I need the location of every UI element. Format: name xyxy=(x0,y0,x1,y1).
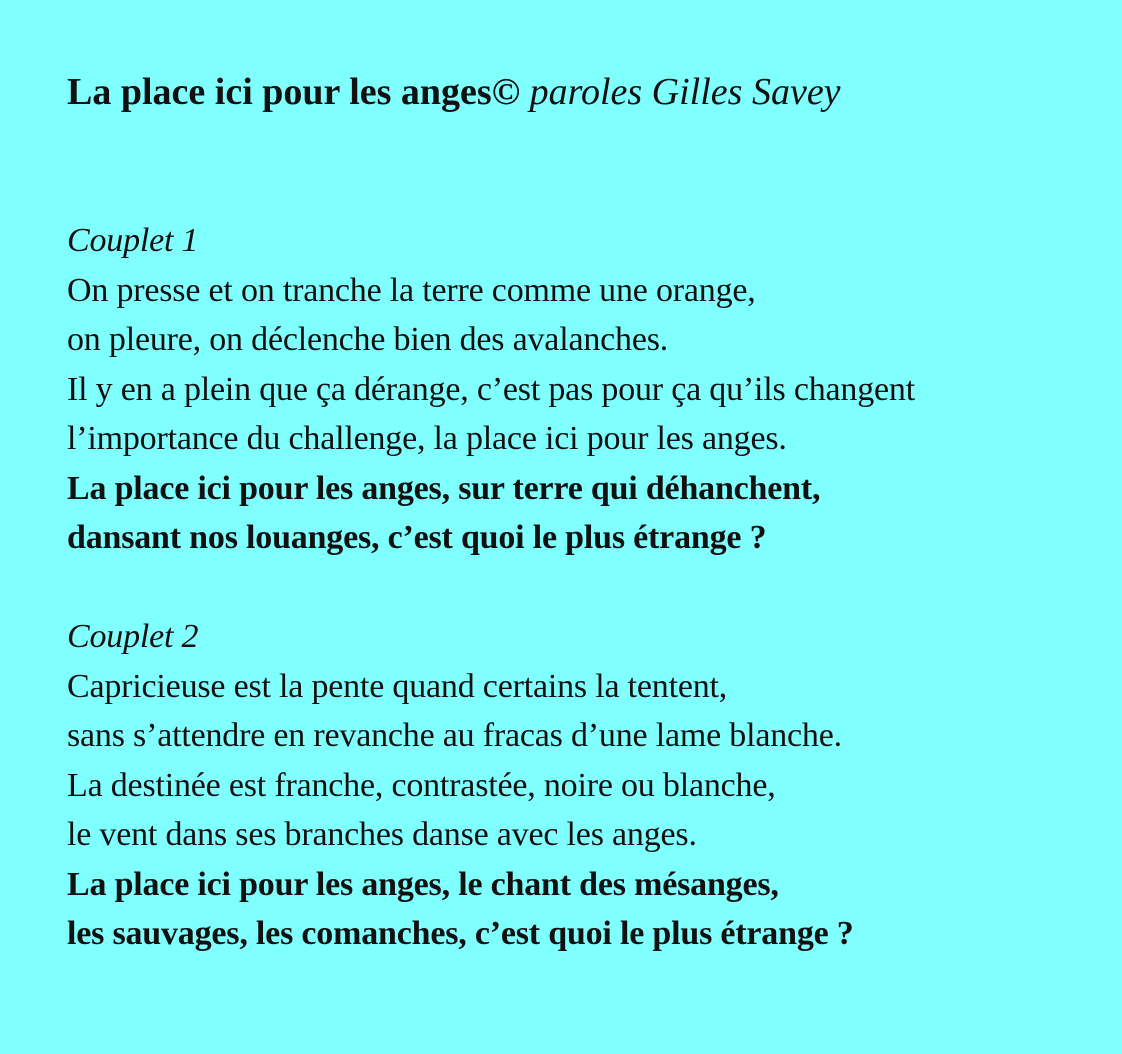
verse-line: La destinée est franche, contrastée, noire ou blanche, xyxy=(67,766,776,804)
song-title xyxy=(67,68,841,116)
verse-line: On presse et on tranche la terre comme une orange, xyxy=(67,271,756,309)
refrain-line: dansant nos louanges, c’est quoi le plus étrange ? xyxy=(67,519,767,556)
verse-line: Il y en a plein que ça dérange, c’est pas pour ça qu’ils changent xyxy=(67,370,915,408)
song-title-main: La place ici pour les anges© xyxy=(67,71,521,113)
refrain-line: La place ici pour les anges, le chant des mésanges, xyxy=(67,865,779,903)
verse-line: l’importance du challenge, la place ici pour les anges. xyxy=(67,420,787,457)
stanza-couplet-1 xyxy=(67,216,915,563)
verse-line: on pleure, on déclenche bien des avalanches. xyxy=(67,321,669,358)
refrain-line: les sauvages, les comanches, c’est quoi le plus étrange ? xyxy=(67,915,854,952)
verse-line: Capricieuse est la pente quand certains la tentent, xyxy=(67,667,728,705)
stanza-couplet-2 xyxy=(67,612,854,959)
verse-line: le vent dans ses branches danse avec les anges. xyxy=(67,816,697,853)
stanza-heading: Couplet 2 xyxy=(67,618,199,655)
song-author: paroles Gilles Savey xyxy=(520,71,841,113)
refrain-line: La place ici pour les anges, sur terre qui déhanchent, xyxy=(67,469,821,507)
stanza-heading: Couplet 1 xyxy=(67,222,199,259)
verse-line: sans s’attendre en revanche au fracas d’une lame blanche. xyxy=(67,717,842,754)
